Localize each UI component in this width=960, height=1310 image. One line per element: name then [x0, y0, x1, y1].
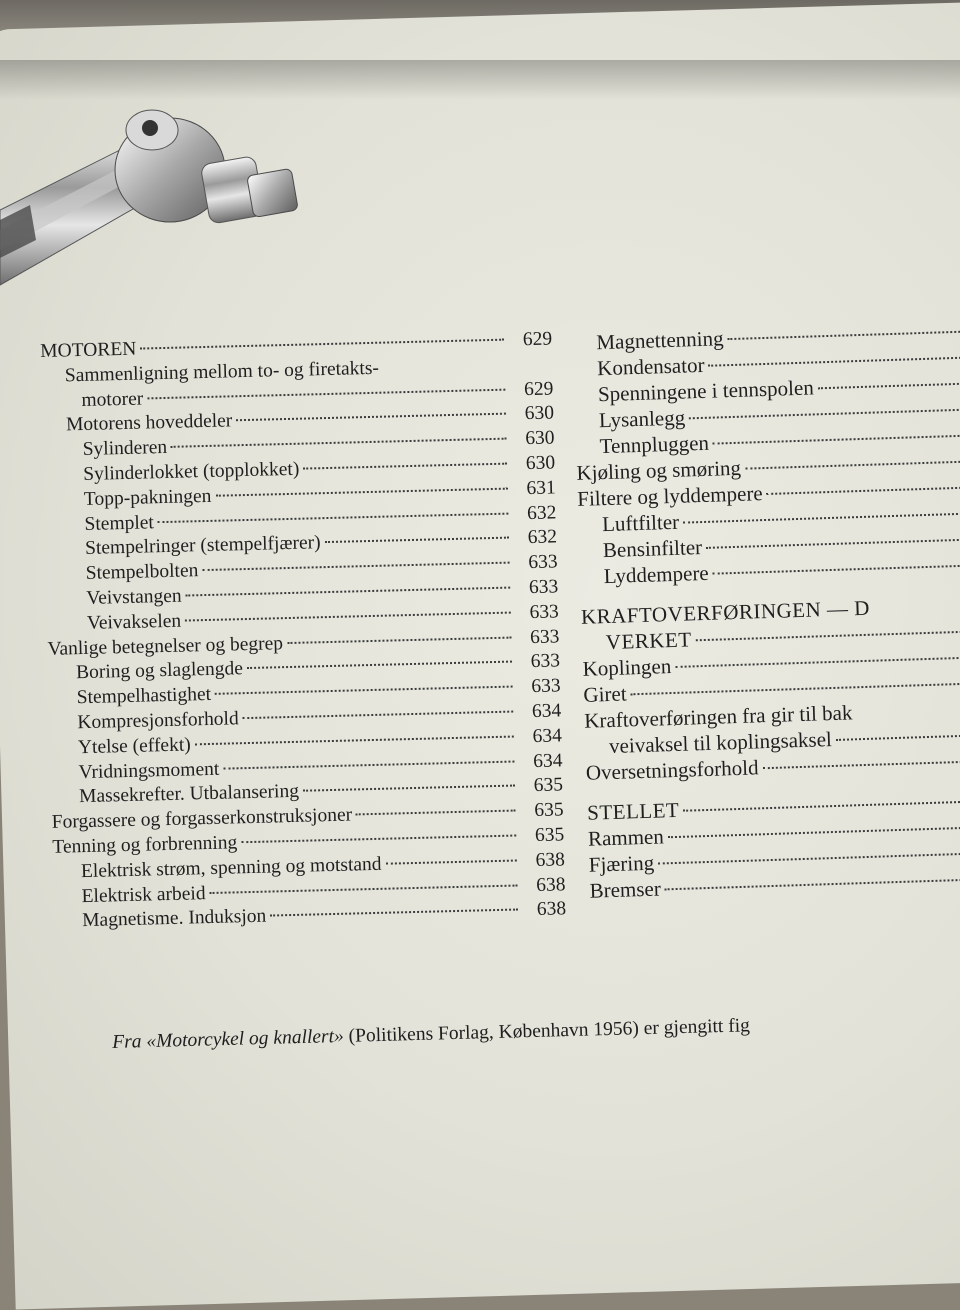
toc-entry-page: 633	[531, 675, 561, 698]
toc-entry-page: 635	[534, 824, 565, 846]
toc-entry-label: Stempelhastighet	[76, 684, 212, 709]
source-credit-title: Fra «Motorcykel og knallert»	[112, 1025, 345, 1053]
toc-entry-page: 630	[525, 427, 555, 450]
socket-wrench-icon	[0, 90, 320, 300]
dot-leader	[287, 636, 511, 643]
dot-leader	[836, 734, 960, 741]
toc-entry-label: Bensinfilter	[602, 535, 703, 563]
toc-entry-page: 633	[529, 601, 560, 623]
dot-leader	[147, 388, 505, 399]
dot-leader	[874, 606, 960, 610]
dot-leader	[303, 463, 507, 470]
toc-entry-label: Veivstangen	[86, 585, 182, 609]
toc-entry-page: 630	[524, 402, 555, 425]
toc-entry-label: veivaksel til koplingsaksel	[608, 727, 833, 759]
dot-leader	[185, 611, 511, 621]
toc-entry-page: 634	[531, 700, 562, 723]
dot-leader	[762, 760, 960, 770]
dot-leader	[683, 512, 960, 524]
dot-leader	[356, 810, 516, 816]
toc-entry-page: 632	[527, 526, 558, 549]
dot-leader	[665, 878, 960, 891]
toc-left-column	[40, 327, 566, 934]
toc-entry-label: Sylinderen	[82, 437, 168, 461]
dot-leader	[713, 434, 960, 445]
toc-entry-page: 629	[522, 328, 553, 351]
dot-leader	[856, 710, 960, 715]
dot-leader	[270, 909, 518, 917]
toc-entry-label: Lysanlegg	[598, 405, 686, 433]
toc-entry-label: KRAFTOVERFØRINGEN — D	[580, 595, 871, 629]
toc-entry-label: STELLET	[586, 797, 680, 825]
dot-leader	[767, 486, 960, 495]
toc-entry-label: Spenningene i tennspolen	[597, 375, 815, 407]
dot-leader	[745, 460, 960, 470]
dot-leader	[210, 884, 518, 894]
dot-leader	[243, 711, 514, 720]
toc-entry-label: Luftfilter	[601, 509, 680, 537]
toc-entry-label: Forgassere og forgasserkonstruksjoner	[51, 804, 353, 833]
dot-leader	[668, 826, 960, 839]
dot-leader	[727, 330, 960, 340]
toc-entry-label: Oversetningsforhold	[585, 755, 759, 785]
dot-leader	[383, 365, 505, 368]
dot-leader	[325, 537, 509, 544]
dot-leader	[241, 834, 516, 843]
toc-entry-page: 631	[526, 477, 557, 499]
dot-leader	[696, 630, 960, 641]
dot-leader	[247, 661, 512, 669]
toc-entry-label: Tenning og forbrenning	[52, 832, 238, 858]
toc-entry-page: 633	[529, 625, 560, 648]
toc-entry-label: Elektrisk strøm, spenning og motstand	[80, 853, 382, 882]
toc-entry-label: Boring og slaglengde	[75, 658, 244, 684]
toc-entry-label: Kjøling og smøring	[576, 455, 742, 485]
toc-entry-label: Sammenligning mellom to- og firetakts-	[64, 357, 380, 387]
dot-leader	[385, 859, 516, 864]
dot-leader	[215, 487, 507, 496]
toc-entry-page: 638	[535, 849, 566, 871]
toc-entry-page	[509, 369, 553, 370]
dot-leader	[186, 587, 511, 597]
toc-entry-label: Fjæring	[588, 850, 655, 877]
dot-leader	[683, 800, 960, 812]
toc-entry-label: Stemplet	[84, 511, 155, 535]
dot-leader	[303, 785, 515, 792]
toc-entry-label: Kompresjonsforhold	[77, 708, 239, 734]
toc-entry-page: 638	[536, 898, 567, 921]
toc-entry-label: VERKET	[605, 627, 692, 655]
dot-leader	[689, 408, 960, 419]
dot-leader	[658, 852, 960, 865]
source-credit-publisher: (Politikens Forlag, København 1956)	[343, 1018, 640, 1047]
toc-entry-label: MOTOREN	[40, 338, 137, 362]
toc-entry-label: Magnettenning	[596, 326, 724, 355]
toc-entry-label: Giret	[583, 681, 627, 707]
toc-entry-label: motorer	[81, 388, 144, 411]
dot-leader	[215, 686, 513, 695]
dot-leader	[171, 438, 506, 448]
toc-entry-page: 629	[523, 378, 554, 400]
dot-leader	[223, 760, 514, 769]
toc-entry-label: Massekrefter. Utbalansering	[78, 781, 300, 808]
toc-entry-label: Kondensator	[596, 352, 705, 381]
toc-entry-label: Bremser	[589, 876, 662, 903]
dot-leader	[818, 382, 960, 389]
toc-right-column	[572, 317, 960, 904]
toc-entry-page: 633	[528, 576, 559, 599]
dot-leader	[158, 512, 509, 523]
dot-leader	[708, 356, 960, 367]
toc-entry-page: 630	[525, 452, 556, 475]
toc-entry-label: Kraftoverføringen fra gir til bak	[583, 700, 853, 733]
toc-entry-page: 633	[528, 551, 558, 574]
dot-leader	[236, 413, 506, 422]
toc-entry-page: 633	[530, 650, 561, 673]
toc-entry-label: Motorens hoveddeler	[65, 410, 233, 436]
dot-leader	[140, 339, 504, 350]
toc-entry-page: 634	[532, 749, 563, 772]
toc-entry-page: 635	[533, 774, 564, 797]
dot-leader	[713, 564, 960, 575]
toc-entry-label: Vanlige betegnelser og begrep	[47, 632, 284, 660]
toc-entry-label: Vridningsmoment	[78, 758, 220, 783]
dot-leader	[675, 656, 960, 668]
toc-entry-page: 632	[526, 502, 557, 524]
toc-entry-label: Tennpluggen	[599, 430, 710, 459]
dot-leader	[631, 682, 960, 696]
toc-entry-label: Topp-pakningen	[83, 485, 212, 510]
toc-entry-label: Veivakselen	[86, 610, 182, 634]
toc-entry-label: Ytelse (effekt)	[77, 734, 191, 758]
dot-leader	[195, 735, 514, 745]
source-credit-rest: er gjengitt fig	[638, 1015, 751, 1040]
toc-entry-label: Lyddempere	[603, 560, 710, 589]
dot-leader	[706, 538, 960, 549]
toc-entry-page: 635	[534, 799, 564, 822]
toc-entry-page: 638	[535, 873, 566, 896]
dot-leader	[202, 562, 509, 572]
toc-entry-label: Magnetisme. Induksjon	[81, 905, 267, 932]
toc-entry-label: Elektrisk arbeid	[81, 882, 206, 907]
toc-entry-label: Koplingen	[582, 654, 672, 681]
toc-entry-label: Stempelringer (stempelfjærer)	[84, 532, 321, 560]
toc-entry-label: Sylinderlokket (topplokket)	[83, 458, 300, 485]
toc-entry-label: Rammen	[587, 824, 665, 851]
toc-entry-label: Stempelbolten	[85, 560, 199, 585]
toc-entry-page: 634	[532, 725, 563, 747]
toc-entry-label: Filtere og lyddempere	[576, 481, 764, 511]
